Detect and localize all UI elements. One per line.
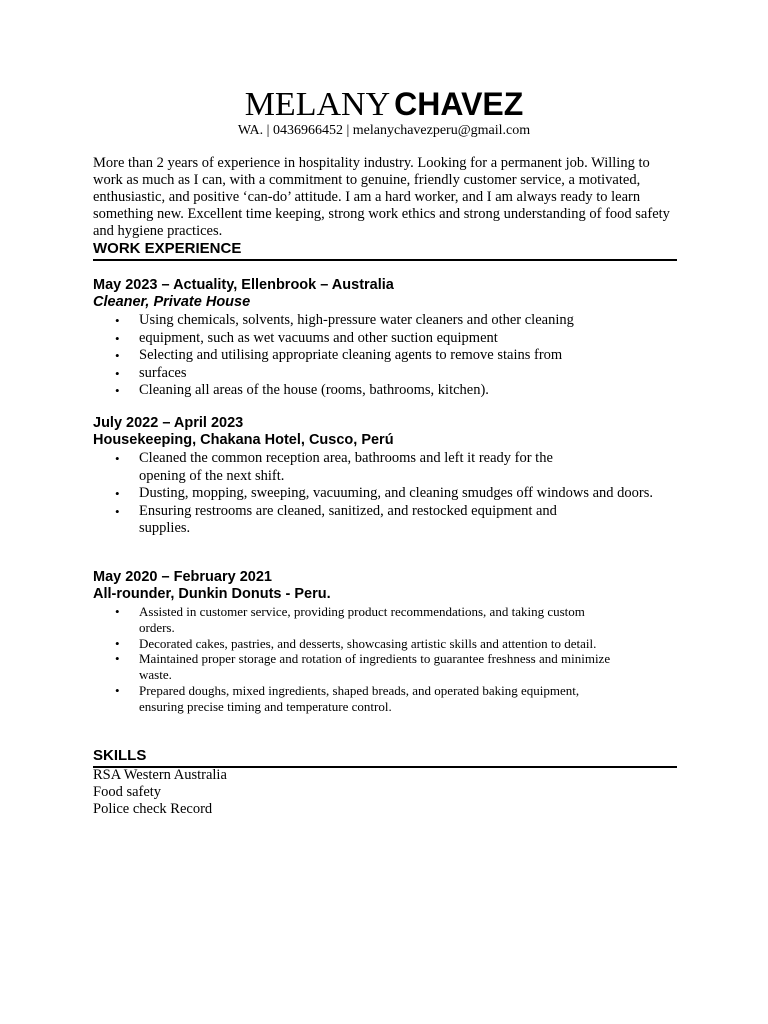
list-item: • surfaces xyxy=(93,365,677,383)
summary-paragraph: More than 2 years of experience in hospitality industry. Looking for a permanent job. Willing to work as much as I can, with a commitment to genuine, friendly customer service, a motivated, enthusiastic, and positive ‘can-do’ attitude. I am a hard worker, and I am always ready to learn something new. Excellent time keeping, strong work ethics and strong understanding of food safety and hygiene practices. xyxy=(93,155,670,239)
job-entry-2 xyxy=(93,415,677,538)
skills-heading: SKILLS xyxy=(93,747,677,768)
list-item: Police check Record xyxy=(93,800,213,817)
list-item: • Using chemicals, solvents, high-pressure water cleaners and other cleaning xyxy=(93,312,677,330)
last-name: CHAVEZ xyxy=(394,86,524,122)
work-experience-heading: WORK EXPERIENCE xyxy=(93,240,677,261)
job-date: May 2020 – February 2021 xyxy=(93,569,272,585)
list-item: • Selecting and utilising appropriate cleaning agents to remove stains from xyxy=(93,347,677,365)
job-entry-3 xyxy=(93,569,677,715)
job-date: July 2022 – April 2023 xyxy=(93,415,244,431)
list-item: • Cleaning all areas of the house (rooms, bathrooms, kitchen). xyxy=(93,382,677,400)
job-date: May 2023 – Actuality, Ellenbrook – Australia xyxy=(93,277,394,293)
skills-list xyxy=(93,767,227,817)
job-title: Housekeeping, Chakana Hotel, Cusco, Perú xyxy=(93,432,394,448)
list-item: • Assisted in customer service, providing product recommendations, and taking custom orders. xyxy=(93,604,653,636)
list-item: • equipment, such as wet vacuums and other suction equipment xyxy=(93,330,677,348)
list-item: • Maintained proper storage and rotation of ingredients to guarantee freshness and minimize waste. xyxy=(93,651,653,683)
job-title: All-rounder, Dunkin Donuts - Peru. xyxy=(93,586,331,602)
list-item: • Decorated cakes, pastries, and desserts, showcasing artistic skills and attention to detail. xyxy=(93,636,653,652)
list-item: • Dusting, mopping, sweeping, vacuuming, and cleaning smudges off windows and doors. xyxy=(93,485,653,503)
list-item: • Ensuring restrooms are cleaned, sanitized, and restocked equipment and supplies. xyxy=(93,503,653,538)
list-item: • Prepared doughs, mixed ingredients, shaped breads, and operated baking equipment, ensuring precise timing and temperature control. xyxy=(93,683,653,715)
contact-line: WA. | 0436966452 | melanychavezperu@gmail.com xyxy=(237,123,531,138)
job-bullet-list xyxy=(93,450,653,538)
job-bullet-list xyxy=(93,604,653,715)
job-title: Cleaner, Private House xyxy=(93,294,251,310)
first-name: MELANY xyxy=(244,86,391,123)
list-item: Food safety xyxy=(93,783,162,800)
job-entry-1 xyxy=(93,277,677,400)
list-item: RSA Western Australia xyxy=(93,767,227,783)
job-bullet-list xyxy=(93,312,677,400)
list-item: • Cleaned the common reception area, bathrooms and left it ready for the opening of the next shift. xyxy=(93,450,653,485)
